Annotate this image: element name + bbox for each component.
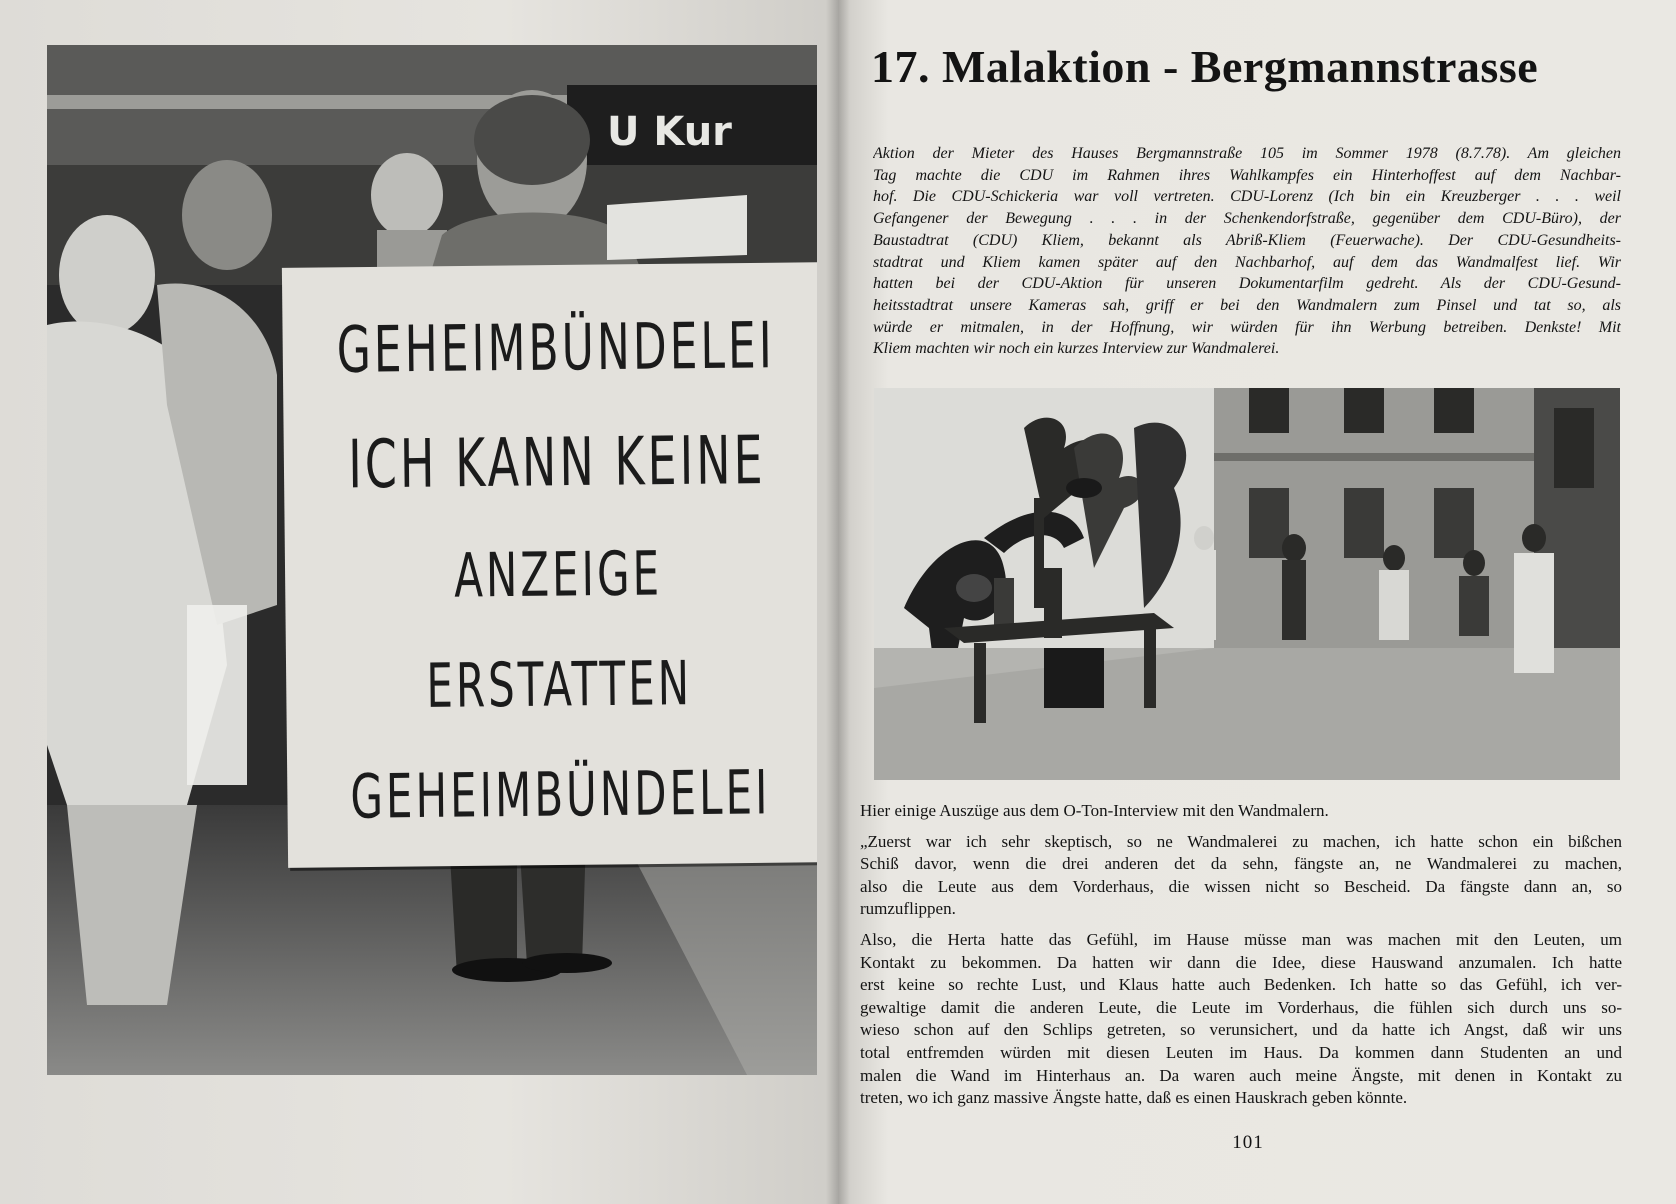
intro-line	[873, 338, 1621, 360]
intro-line	[873, 143, 1621, 165]
intro-line-text: Baustadtrat (CDU) Kliem, bekannt als Abriß-Kliem (Feuerwache). Der CDU-Gesundheits-	[873, 231, 1621, 249]
body-line: Schiß davor, wenn die drei anderen det da sehn, fängste an, ne Wandmalerei zu machen,	[860, 854, 1622, 874]
paragraph	[860, 831, 1622, 921]
storefront-sign: U Kur	[607, 109, 732, 155]
intro-line-text: Gefangener der Bewegung . . . in der Schenkendorfstraße, gegenüber dem CDU-Büro), der	[873, 210, 1621, 228]
body-line: „Zuerst war ich sehr skeptisch, so ne Wandmalerei zu machen, ich hatte schon ein bißchen	[860, 831, 1622, 851]
intro-line-text: Tag machte die CDU im Rahmen ihres Wahlkampfes ein Hinterhoffest auf dem Nachbar-	[873, 166, 1621, 184]
sign-line-5: GEHEIMBÜNDELEI	[350, 756, 771, 833]
body-line: erst keine so rechte Lust, und Klaus hatte auch Bedenken. Ich hatte so das Gefühl, ich ver-	[860, 975, 1622, 995]
intro-line	[873, 208, 1621, 230]
intro-line	[873, 295, 1621, 317]
intro-line	[873, 186, 1621, 208]
intro-line	[873, 317, 1621, 339]
intro-line-text: heitsstadtrat unsere Kameras sah, griff er bei den Wandmalern zum Pinsel und tat so, als	[873, 296, 1621, 314]
intro-line-text: hatten bei der CDU-Aktion für unseren Dokumentarfilm gedreht. Als der CDU-Gesund-	[873, 275, 1621, 293]
interview-text	[860, 800, 1622, 1118]
sign-line-2: ICH KANN KEINE	[347, 420, 767, 504]
intro-line	[873, 252, 1621, 274]
intro-line-text: Kliem machten wir noch ein kurzes Interview zur Wandmalerei.	[873, 340, 1280, 358]
body-line: Hier einige Auszüge aus dem O-Ton-Interview mit den Wandmalern.	[860, 801, 1329, 820]
intro-line	[873, 230, 1621, 252]
body-line: Also, die Herta hatte das Gefühl, im Hause müsse man was machen mit den Leuten, um	[860, 929, 1622, 949]
intro-line	[873, 273, 1621, 295]
intro-line-text: hof. Die CDU-Schickeria war voll vertreten. CDU-Lorenz (Ich bin ein Kreuzberger . . . weil	[873, 188, 1621, 206]
book-gutter	[826, 0, 850, 1204]
paragraph	[860, 800, 1622, 823]
mural-photo-scene	[874, 388, 1620, 780]
body-line: malen die Wand im Hinterhaus an. Da waren auch meine Ängste, mit denen in Kontakt zu	[860, 1065, 1622, 1085]
body-line: treten, wo ich ganz massive Ängste hatte, daß es einen Hauskrach geben könnte.	[860, 1088, 1408, 1108]
body-line: Kontakt zu bekommen. Da hatten wir dann die Idee, diese Hauswand anzumalen. Ich hatte	[860, 952, 1622, 972]
protest-photo	[47, 45, 817, 1075]
chapter-title: 17. Malaktion - Bergmannstrasse	[871, 41, 1539, 92]
sign-line-4: ERSTATTEN	[425, 647, 693, 722]
body-line: wieso schon auf den Schlips getreten, so verunsichert, und da hatte ich Angst, daß wir uns	[860, 1020, 1622, 1040]
intro-text	[873, 143, 1621, 360]
protest-sign	[282, 262, 817, 868]
intro-line-text: Aktion der Mieter des Hauses Bergmannstraße 105 im Sommer 1978 (8.7.78). Am gleichen	[873, 145, 1621, 162]
sign-line-3: ANZEIGE	[453, 537, 663, 612]
intro-line-text: würde er mitmalen, in der Hoffnung, wir würden für ihn Werbung betreiben. Denkste! Mit	[873, 318, 1621, 336]
page-number: 101	[1232, 1132, 1264, 1153]
body-line: gewaltige damit die anderen Leute, die Leute im Vorderhaus, die fühlen sich durch uns so-	[860, 997, 1622, 1017]
body-line: total entfremden würden mit diesen Leuten im Haus. Da kommen dann Studenten an und	[860, 1042, 1622, 1062]
mural-photo	[874, 388, 1620, 780]
sign-line-1: GEHEIMBÜNDELEI	[336, 309, 776, 388]
paragraph	[860, 929, 1622, 1110]
body-line: also die Leute aus dem Vorderhaus, die wissen nicht so Bescheid. Da fängste dann an, so	[860, 876, 1622, 896]
intro-line	[873, 165, 1621, 187]
intro-line-text: stadtrat und Kliem kamen später auf den Nachbarhof, auf dem das Wandmalfest lief. Wir	[873, 253, 1621, 271]
body-line: rumzuflippen.	[860, 899, 956, 919]
